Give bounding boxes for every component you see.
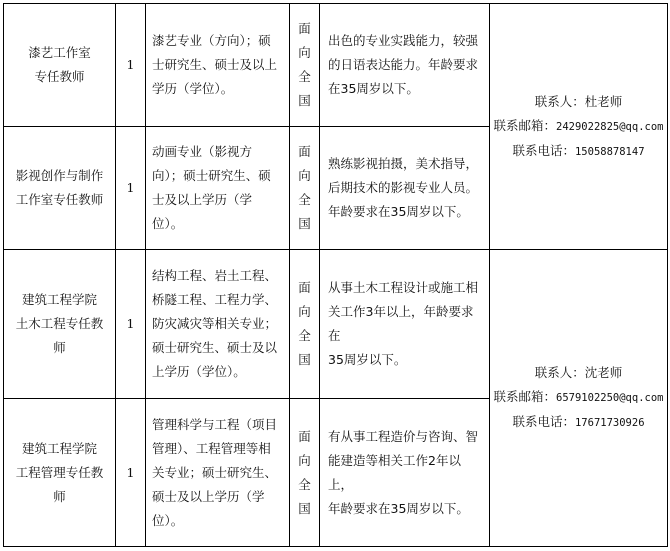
major-text: 士研究生、硕士及以上 bbox=[152, 57, 278, 72]
phone-label: 联系电话： bbox=[512, 414, 575, 429]
scope-char: 国 bbox=[298, 216, 311, 231]
email-value: 2429022825@qq.com bbox=[556, 120, 664, 133]
phone-value: 15058878147 bbox=[574, 145, 645, 158]
requirement-text: 关工作3年以上，年龄要求在 bbox=[328, 304, 474, 343]
position-text: 漆艺工作室 bbox=[28, 45, 91, 60]
email-label: 联系邮箱： bbox=[493, 389, 557, 404]
position-text: 工作室专任教师 bbox=[15, 192, 104, 207]
scope-char: 面 bbox=[298, 280, 311, 295]
major-text: 位）。 bbox=[152, 512, 184, 528]
position-cell bbox=[4, 127, 116, 250]
position-text: 工程管理专任教 bbox=[15, 464, 104, 480]
position-text: 影视创作与制作 bbox=[15, 168, 104, 183]
count-cell: 1 bbox=[116, 250, 146, 399]
major-text: 关专业；硕士研究生、 bbox=[152, 464, 278, 480]
count-cell: 1 bbox=[116, 399, 146, 547]
major-text: 硕士及以上学历（学 bbox=[152, 488, 265, 504]
major-text: 桥隧工程、工程力学、 bbox=[152, 292, 278, 307]
position-cell bbox=[4, 250, 116, 399]
position-text: 建筑工程学院 bbox=[21, 440, 97, 456]
table-row bbox=[4, 250, 668, 399]
scope-char: 向 bbox=[298, 304, 311, 319]
recruitment-table bbox=[3, 3, 668, 547]
position-cell bbox=[4, 399, 116, 547]
major-cell bbox=[146, 250, 290, 399]
scope-char: 全 bbox=[298, 476, 311, 492]
major-cell bbox=[146, 127, 290, 250]
position-text: 建筑工程学院 bbox=[21, 292, 97, 307]
scope-char: 全 bbox=[298, 192, 311, 207]
email-value: 6579102250@qq.com bbox=[556, 392, 664, 404]
scope-cell bbox=[290, 4, 320, 127]
major-text: 管理科学与工程（项目 bbox=[152, 416, 278, 432]
requirement-text: 后期技术的影视专业人员。 bbox=[328, 180, 479, 195]
major-text: 漆艺专业（方向）；硕 bbox=[152, 33, 271, 48]
scope-cell bbox=[290, 250, 320, 399]
major-cell bbox=[146, 4, 290, 127]
contact-phone bbox=[490, 139, 667, 164]
requirement-cell bbox=[320, 4, 490, 127]
requirement-text: 年龄要求在35周岁以下。 bbox=[328, 500, 469, 516]
contact-phone bbox=[490, 410, 667, 435]
position-text: 专任教师 bbox=[34, 69, 85, 84]
major-text: 学历（学位）。 bbox=[152, 81, 234, 96]
requirement-text: 35周岁以下。 bbox=[328, 352, 407, 367]
phone-label: 联系电话： bbox=[512, 142, 575, 158]
scope-cell bbox=[290, 127, 320, 250]
major-text: 动画专业（影视方 bbox=[152, 144, 253, 159]
contact-person: 联系人：杜老师 bbox=[534, 93, 623, 109]
scope-char: 面 bbox=[298, 428, 311, 444]
scope-char: 向 bbox=[298, 45, 311, 60]
scope-char: 面 bbox=[298, 144, 311, 159]
contact-person: 联系人：沈老师 bbox=[534, 365, 623, 380]
requirement-text: 有从事工程造价与咨询、智 bbox=[328, 428, 479, 444]
major-text: 士及以上学历（学 bbox=[152, 192, 253, 207]
requirement-text: 能建造等相关工作2年以上， bbox=[328, 452, 461, 492]
count-cell: 1 bbox=[116, 4, 146, 127]
scope-char: 全 bbox=[298, 69, 311, 84]
requirement-text: 在35周岁以下。 bbox=[328, 81, 419, 96]
position-text: 土木工程专任教 bbox=[15, 316, 104, 331]
requirement-text: 熟练影视拍摄，美术指导， bbox=[328, 156, 479, 171]
requirement-text: 的日语表达能力。年龄要求 bbox=[328, 57, 479, 72]
major-text: 位）。 bbox=[152, 216, 184, 231]
position-cell bbox=[4, 4, 116, 127]
major-text: 上学历（学位）。 bbox=[152, 364, 246, 379]
scope-char: 面 bbox=[298, 21, 311, 36]
scope-char: 国 bbox=[298, 93, 311, 108]
scope-char: 全 bbox=[298, 328, 311, 343]
contact-email bbox=[490, 385, 667, 410]
major-cell bbox=[146, 399, 290, 547]
email-label: 联系邮箱： bbox=[493, 117, 557, 133]
contact-cell bbox=[490, 4, 668, 250]
scope-cell bbox=[290, 399, 320, 547]
phone-value: 17671730926 bbox=[574, 417, 645, 429]
scope-char: 国 bbox=[298, 500, 311, 516]
table-row bbox=[4, 4, 668, 127]
major-text: 结构工程、岩土工程、 bbox=[152, 268, 278, 283]
position-text: 师 bbox=[53, 488, 66, 504]
requirement-cell bbox=[320, 399, 490, 547]
scope-char: 向 bbox=[298, 168, 311, 183]
requirement-cell bbox=[320, 127, 490, 250]
major-text: 管理）、工程管理等相 bbox=[152, 440, 271, 456]
scope-char: 向 bbox=[298, 452, 311, 468]
major-text: 向）；硕士研究生、硕 bbox=[152, 168, 271, 183]
requirement-text: 出色的专业实践能力，较强 bbox=[328, 33, 479, 48]
major-text: 硕士研究生、硕士及以 bbox=[152, 340, 278, 355]
major-text: 防灾减灾等相关专业； bbox=[152, 316, 278, 331]
requirement-cell bbox=[320, 250, 490, 399]
scope-char: 国 bbox=[298, 352, 311, 367]
position-text: 师 bbox=[53, 340, 66, 355]
requirement-text: 从事土木工程设计或施工相 bbox=[328, 280, 479, 295]
count-cell: 1 bbox=[116, 127, 146, 250]
requirement-text: 年龄要求在35周岁以下。 bbox=[328, 204, 469, 219]
contact-cell bbox=[490, 250, 668, 547]
contact-email bbox=[490, 114, 667, 139]
